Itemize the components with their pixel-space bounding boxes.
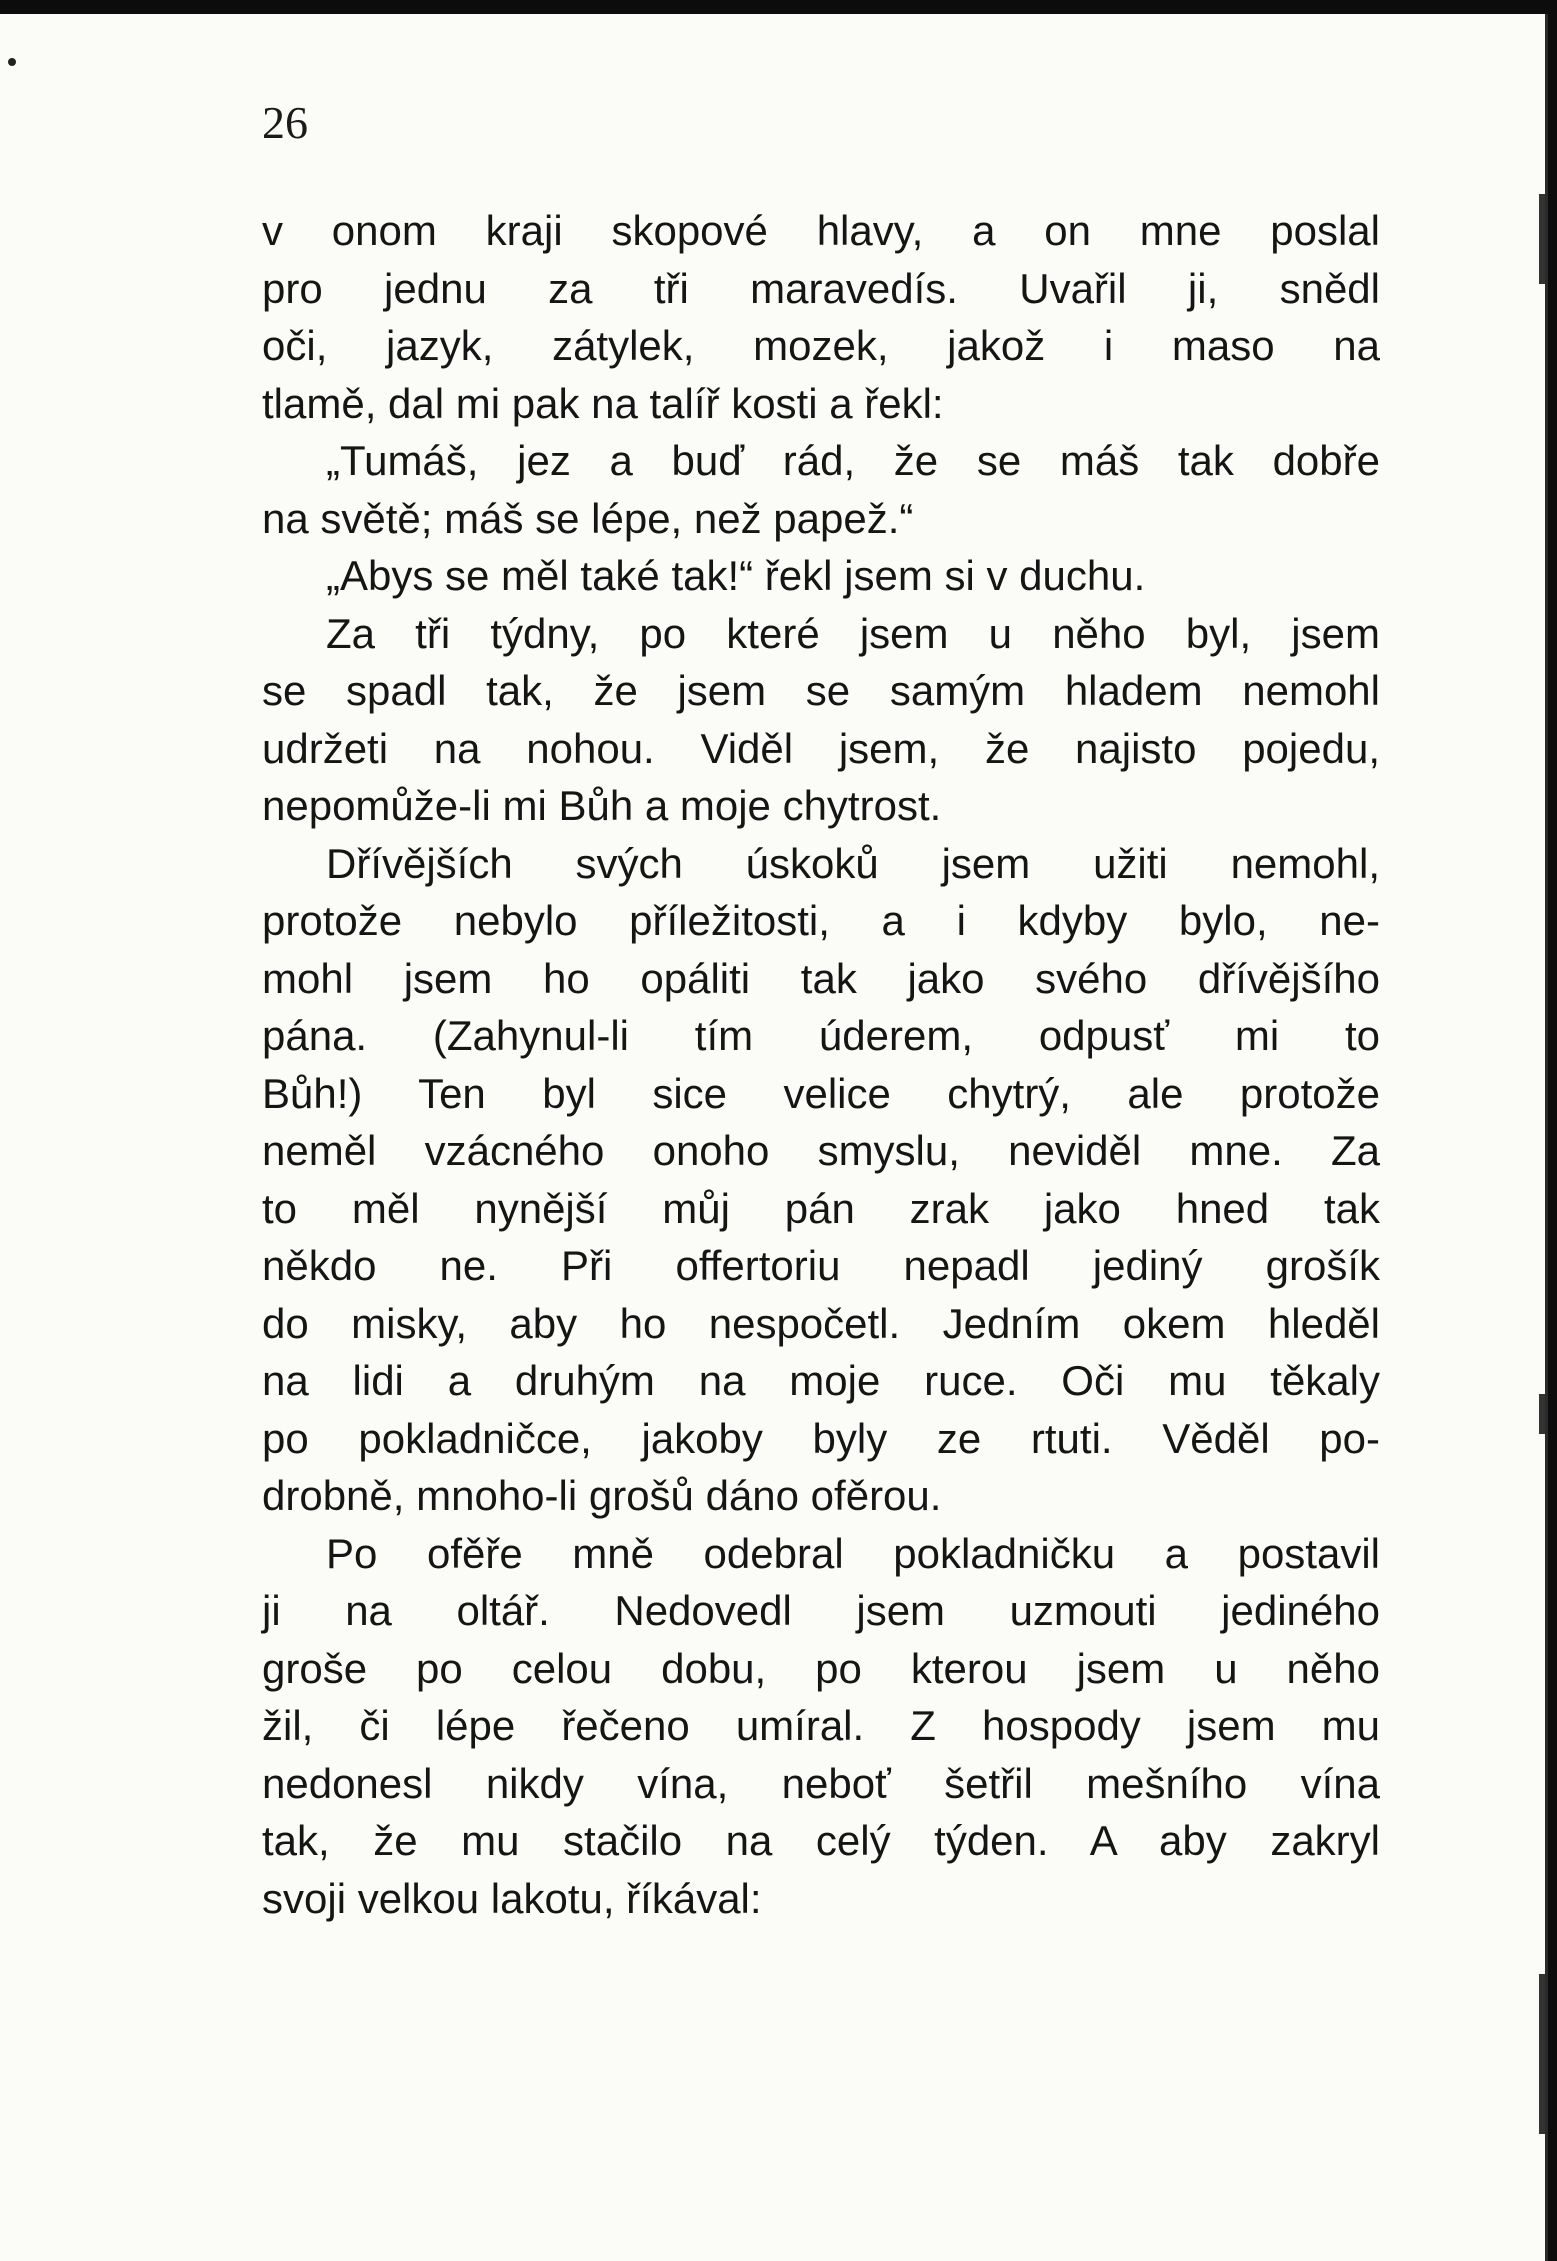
scan-edge-mark (1539, 1974, 1545, 2134)
text-line: Po ofěře mně odebral pokladničku a postavil (326, 1529, 1380, 1577)
text-line: udržeti na nohou. Viděl jsem, že najisto pojedu, (262, 724, 1380, 772)
text-line: to měl nynější můj pán zrak jako hned tak (262, 1184, 1380, 1232)
text-line: se spadl tak, že jsem se samým hladem nemohl (262, 667, 1380, 714)
text-line: Dřívějších svých úskoků jsem užiti nemohl, (326, 839, 1380, 887)
text-line: neměl vzácného onoho smyslu, neviděl mne. Za (262, 1127, 1380, 1174)
paragraph (262, 202, 1380, 432)
body-text (262, 202, 1380, 1927)
text-line: na lidi a druhým na moje ruce. Oči mu těkaly (262, 1357, 1380, 1404)
text-line: Za tři týdny, po které jsem u něho byl, jsem (326, 609, 1380, 657)
paragraph (262, 835, 1380, 1525)
book-page (0, 14, 1548, 2261)
text-line: po pokladničce, jakoby byly ze rtuti. Věděl po- (262, 1414, 1380, 1462)
paragraph (262, 1525, 1380, 1928)
paragraph (262, 432, 1380, 547)
text-line: „Abys se měl také tak!“ řekl jsem si v duchu. (326, 552, 1146, 599)
scan-edge-mark (1539, 1394, 1545, 1434)
text-line: groše po celou dobu, po kterou jsem u něho (262, 1644, 1380, 1692)
text-line: ji na oltář. Nedovedl jsem uzmouti jediného (262, 1587, 1380, 1634)
text-line: tak, že mu stačilo na celý týden. A aby zakryl (262, 1817, 1380, 1864)
text-line: nedonesl nikdy vína, neboť šetřil mešního vína (262, 1759, 1380, 1807)
text-line: Bůh!) Ten byl sice velice chytrý, ale protože (262, 1069, 1380, 1117)
scan-edge-mark (1539, 194, 1545, 284)
text-line: pána. (Zahynul-li tím úderem, odpusť mi to (262, 1012, 1380, 1059)
text-line: „Tumáš, jez a buď rád, že se máš tak dobře (326, 437, 1380, 484)
text-line: v onom kraji skopové hlavy, a on mne poslal (262, 207, 1380, 254)
text-line: někdo ne. Při offertoriu nepadl jediný grošík (262, 1242, 1380, 1289)
page-number: 26 (262, 97, 308, 148)
text-line: protože nebylo příležitosti, a i kdyby bylo, ne- (262, 897, 1380, 944)
text-line: do misky, aby ho nespočetl. Jedním okem hleděl (262, 1299, 1380, 1347)
text-line: nepomůže-li mi Bůh a moje chytrost. (262, 782, 942, 829)
paragraph (262, 605, 1380, 835)
text-line: žil, či lépe řečeno umíral. Z hospody jsem mu (262, 1702, 1380, 1749)
text-line: drobně, mnoho-li grošů dáno ofěrou. (262, 1472, 942, 1519)
text-line: tlamě, dal mi pak na talíř kosti a řekl: (262, 379, 944, 427)
text-line: oči, jazyk, zátylek, mozek, jakož i maso na (262, 322, 1380, 369)
paragraph (262, 547, 1380, 605)
text-line: na světě; máš se lépe, než papež.“ (262, 494, 914, 542)
text-line: mohl jsem ho opáliti tak jako svého dřívějšího (262, 954, 1380, 1002)
text-line: svoji velkou lakotu, říkával: (262, 1874, 762, 1922)
scan-speck (8, 58, 16, 66)
text-line: pro jednu za tři maravedís. Uvařil ji, snědl (262, 264, 1380, 312)
